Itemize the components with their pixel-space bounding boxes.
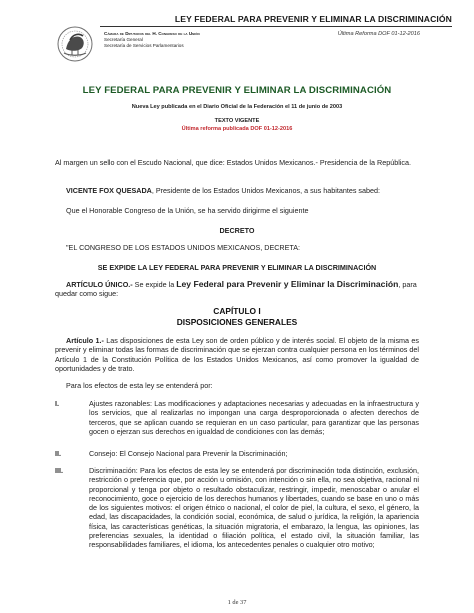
congress-decrees: "EL CONGRESO DE LOS ESTADOS UNIDOS MEXICANOS, DECRETA: [66, 243, 301, 252]
header-rule [100, 26, 452, 27]
president-text: , Presidente de los Estados Unidos Mexicanos, a sus habitantes sabed: [151, 186, 381, 195]
president-paragraph [55, 186, 419, 195]
single-article-pre: Se expide la [132, 280, 177, 289]
header-last-reform: Última Reforma DOF 01-12-2016 [337, 31, 420, 37]
congress-paragraph: Que el Honorable Congreso de la Unión, se ha servido dirigirme el siguiente [66, 206, 309, 215]
chapter-number: CAPÍTULO I [213, 306, 261, 316]
list-item [55, 466, 419, 550]
article-1 [55, 336, 419, 373]
item-text: Ajustes razonables: Las modificaciones y adaptaciones necesarias y adecuadas en la infraestructura y los servicios, que al realizarlas no impongan una carga desproporcionada o afecten derechos de terceros, que se aplican cuando se requieran en un caso particular, para garantizar que las personas gocen o ejerzan sus derechos en igualdad de condiciones con las demás; [89, 399, 419, 436]
single-article-paragraph [55, 280, 419, 299]
last-reform-published: Última reforma publicada DOF 01-12-2016 [181, 126, 293, 132]
mexican-coat-of-arms-icon [50, 22, 100, 66]
list-item [55, 399, 419, 436]
general-secretariat: Secretaría General [104, 37, 143, 43]
item-number: III. [55, 466, 63, 475]
president-name: VICENTE FOX QUESADA [66, 186, 152, 195]
chamber-info [104, 31, 200, 50]
article-1-intro: Para los efectos de esta ley se entenderá por: [66, 381, 213, 390]
item-text: Consejo: El Consejo Nacional para Prevenir la Discriminación; [89, 449, 288, 458]
chamber-name: Cámara de Diputados del H. Congreso de la Unión [104, 31, 200, 36]
issues-heading: SE EXPIDE LA LEY FEDERAL PARA PREVENIR Y ELIMINAR LA DISCRIMINACIÓN [97, 263, 377, 272]
page-number: 1 de 37 [227, 599, 247, 606]
decree-heading: DECRETO [219, 226, 255, 235]
running-header-title: LEY FEDERAL PARA PREVENIR Y ELIMINAR LA DISCRIMINACIÓN [174, 14, 452, 24]
single-article-label: ARTÍCULO ÚNICO.- [66, 280, 133, 289]
single-article-post: , para quedar como sigue: [55, 280, 417, 299]
chapter-name: DISPOSICIONES GENERALES [176, 317, 298, 327]
item-number: I. [55, 399, 59, 408]
document-title: LEY FEDERAL PARA PREVENIR Y ELIMINAR LA DISCRIMINACIÓN [82, 85, 392, 96]
publication-note: Nueva Ley publicada en el Diario Oficial de la Federación el 11 de junio de 2003 [131, 104, 343, 110]
status-label: TEXTO VIGENTE [214, 118, 260, 124]
item-text: Discriminación: Para los efectos de esta ley se entenderá por discriminación toda distinción, exclusión, restricción o preferencia que, por acción u omisión, con intención o sin ella, no sea objetiva, racional ni proporcional y tenga por objeto o resultado obstaculizar, restringir, impedir, menoscabar o anular el reconocimiento, goce o ejercicio de los derechos humanos y libertades, cuando se base en uno o más de los siguientes motivos: el origen étnico o nacional, el color de piel, la cultura, el sexo, el género, la edad, las discapacidades, la condición social, económica, de salud o jurídica, la religión, la apariencia física, las características genéticas, la situación migratoria, el embarazo, la lengua, las opiniones, las preferencias sexuales, la identidad o filiación política, el estado civil, la situación familiar, las responsabilidades familiares, el idioma, los antecedentes penales o cualquier otro motivo; [89, 466, 419, 550]
parliamentary-services: Secretaría de Servicios Parlamentarios [104, 43, 184, 49]
article-1-text: Las disposiciones de esta Ley son de orden público y de interés social. El objeto de la misma es prevenir y eliminar todas las formas de discriminación que se ejerzan contra cualquier persona en los términos del Artículo 1 de la Constitución Política de los Estados Unidos Mexicanos, así como promover la igualdad de oportunidades y de trato. [55, 336, 419, 373]
seal-note: Al margen un sello con el Escudo Nacional, que dice: Estados Unidos Mexicanos.- Presidencia de la República. [55, 158, 411, 167]
list-item [55, 449, 419, 458]
item-number: II. [55, 449, 61, 458]
article-1-label: Artículo 1.- [66, 336, 104, 345]
single-article-law: Ley Federal para Prevenir y Eliminar la Discriminación [176, 279, 399, 289]
